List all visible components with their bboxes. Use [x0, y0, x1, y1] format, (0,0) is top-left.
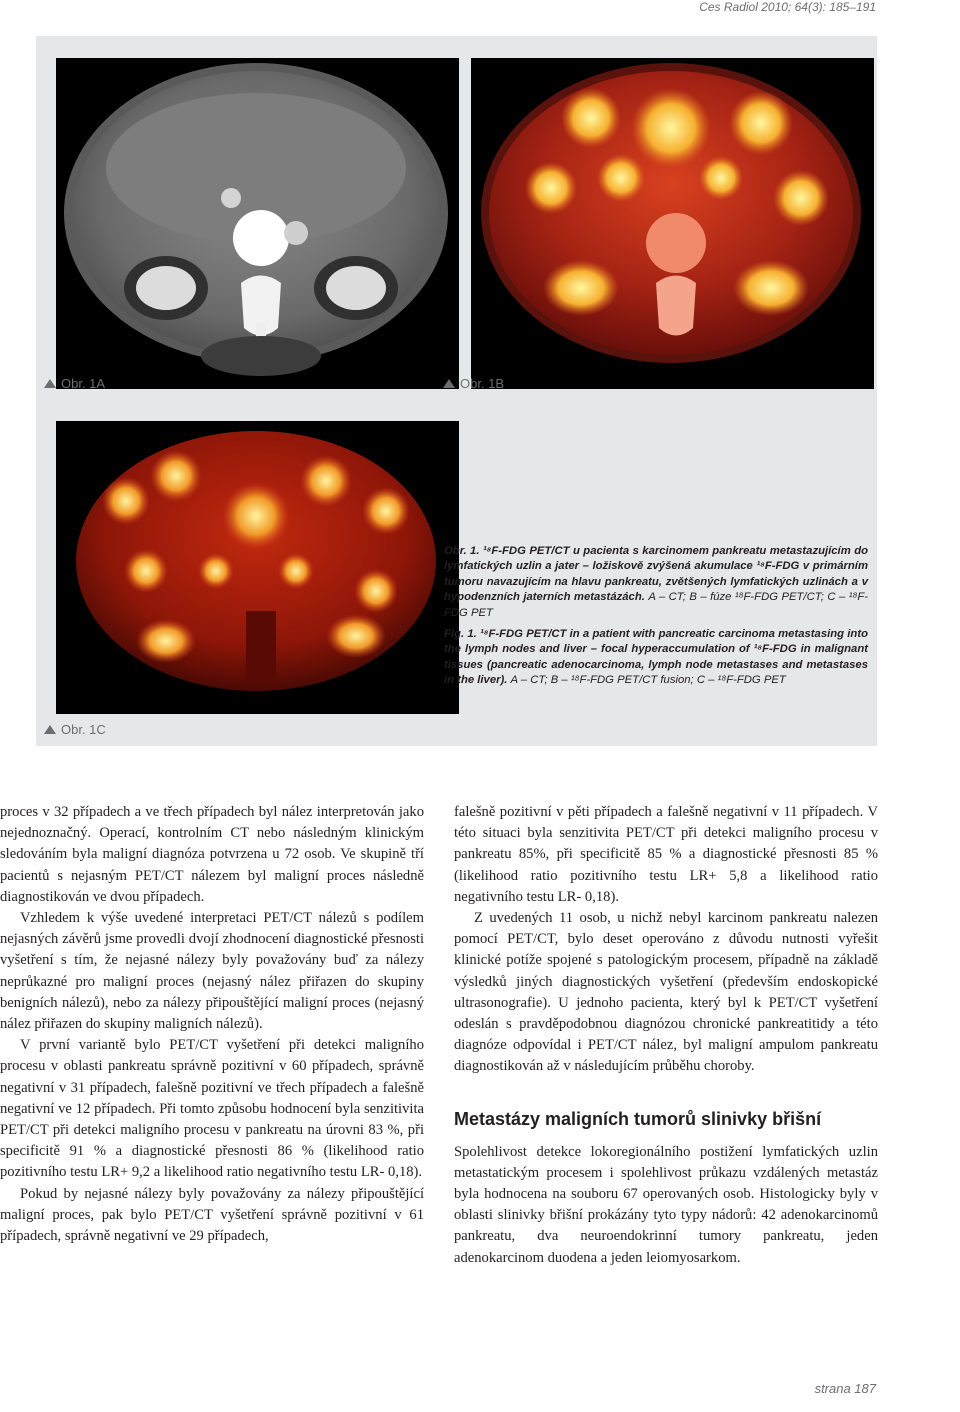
paragraph: V první variantě bylo PET/CT vyšetření při detekci maligního procesu v oblasti pankreatu správně pozitivní v 60 případech, správně negativní v 31 případech, falešně pozitivní ve třech případech a falešně negativní ve 12 případech. Při tomto způsobu hodnocení byla senzitivita PET/CT při detekci maligního procesu v pankreatu na úrovni 83 %, při specificitě 91 % a diagnostické přesnosti 86 % (likelihood ratio pozitivního testu LR+ 9,2 a likelihood ratio negativního testu LR- 0,18). — [0, 1037, 424, 1181]
figure-caption — [444, 544, 868, 695]
paragraph: Vzhledem k výše uvedené interpretaci PET/CT nálezů s podílem nejasných závěrů jsme provedli dvojí zhodnocení diagnostické přesnosti vyšetření s tím, že nejasné nálezy byly považovány buď za nálezy neprůkazné pro maligní proces (nejasný nález přiřazen do skupiny benigních nálezů), nebo za nálezy připouštějící maligní proces (nejasný nález přiřazen do skupiny maligních nálezů). — [0, 910, 424, 1033]
paragraph: Spolehlivost detekce lokoregionálního postižení lymfatických uzlin metastatickým procesem i spolehlivost průkazu vzdálených metastáz byla hodnocena na souboru 67 operovaných osob. Histologicky byly v oblasti slinivky břišní prokázány tyto typy nádorů: 42 adenokarcinomů pankreatu, dva neuroendokrinní tumory pankreatu, jeden adenokarcinom duodena a jeden leiomyosarkom. — [454, 1143, 878, 1266]
paragraph: falešně pozitivní v pěti případech a falešně negativní v 11 případech. V této situaci byla senzitivita PET/CT při detekci maligního procesu v pankreatu 85%, při specificitě 85 % a diagnostické přesnosti 85 % (likelihood ratio pozitivního testu LR+ 5,8 a likelihood ratio negativního testu LR- 0,18). — [454, 804, 878, 905]
caption-czech: Obr. 1. ¹⁸F-FDG PET/CT u pacienta s karcinomem pankreatu metastazujícím do lymfatických uzlin a jater – ložiskově zvýšená akumulace ¹⁸F-FDG v primárním tumoru navazujícím na hlavu pankreatu, zvětšených lymfatických uzlinách a v hypodenzních jaterních metastázách. A – CT; B – fúze ¹⁸F-FDG PET/CT; C – ¹⁸F-FDG PET — [444, 545, 868, 619]
pet-ct-fusion-image — [471, 58, 874, 389]
left-column — [0, 802, 424, 1247]
paragraph: Pokud by nejasné nálezy byly považovány za nálezy připouštějící maligní proces, pak bylo PET/CT vyšetření správně pozitivní v 61 případech, správně negativní ve 29 případech, — [0, 1185, 424, 1245]
paragraph: Z uvedených 11 osob, u nichž nebyl karcinom pankreatu nalezen pomocí PET/CT, bylo deset operováno z důvodu nutnosti vyřešit klinické potíže spojené s patologickým procesem, případně na základě výsledků jiných diagnostických vyšetření (především endoskopické ultrasonografie). U jednoho pacienta, který byl k PET/CT vyšetření odeslán s pravděpodobnou diagnózou chronické pankreatitidy a této diagnóze odpovídal i PET/CT nález, byl maligní ampulom pankreatu diagnostikován až v následujícím průběhu choroby. — [454, 910, 878, 1075]
caption-english: Fig. 1. ¹⁸F-FDG PET/CT in a patient with pancreatic carcinoma metastasing into the lymph nodes and liver – focal hyperaccumulation of ¹⁸F-FDG in malignant tissues (pancreatic adenocarcinoma, lymph node metastases and metastases in the liver). A – CT; B – ¹⁸F-FDG PET/CT fusion; C – ¹⁸F-FDG PET — [444, 628, 868, 687]
page-number: strana 187 — [814, 1381, 876, 1396]
triangle-icon — [44, 725, 56, 734]
figure-label-b: Obr. 1B — [443, 376, 504, 391]
ct-scan-image — [56, 58, 459, 389]
figure-label-c: Obr. 1C — [44, 722, 106, 737]
journal-reference: Ces Radiol 2010; 64(3): 185–191 — [699, 0, 876, 14]
figure-label-a: Obr. 1A — [44, 376, 105, 391]
pet-image — [56, 421, 459, 714]
triangle-icon — [443, 379, 455, 388]
section-heading: Metastázy maligních tumorů slinivky břišní — [454, 1108, 822, 1129]
triangle-icon — [44, 379, 56, 388]
paragraph: proces v 32 případech a ve třech případech byl nález interpretován jako nejednoznačný. Operací, kontrolním CT nebo následným klinickým sledováním byla maligní diagnóza potvrzena u 72 osob. Ve skupině tří pacientů s nejasným PET/CT nálezem byl maligní proces následně diagnostikován ve dvou případech. — [0, 804, 424, 905]
right-column — [454, 802, 878, 1269]
figure-panel — [36, 36, 877, 746]
